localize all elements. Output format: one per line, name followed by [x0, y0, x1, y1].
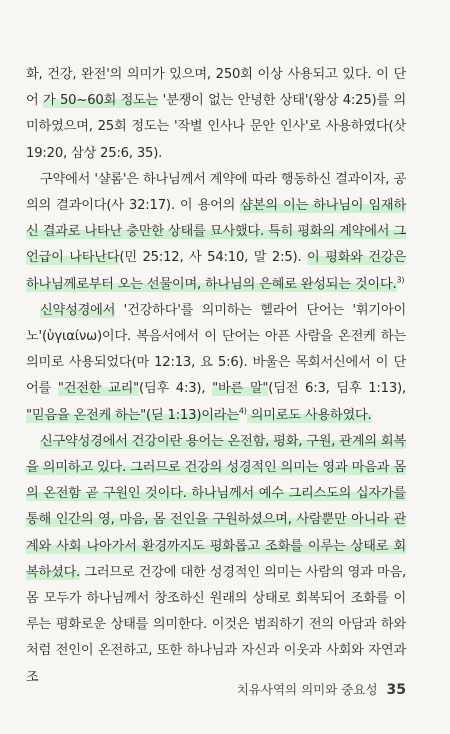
- running-title: 치유사역의 의미와 중요성: [236, 682, 378, 697]
- footnote-marker: 3): [396, 275, 405, 285]
- body-text: [26, 62, 406, 691]
- text-run: 화, 건강, 완전'의 의미가 있으며, 250회 이상 사용되고 있다. 이 단어: [26, 67, 406, 109]
- text-run: (민 25:12, 사 54:10, 말 2:5).: [119, 250, 308, 266]
- highlighted-text: "바른 말": [212, 381, 269, 397]
- highlighted-text: 신약성경에서: [40, 302, 116, 318]
- page-footer: [237, 680, 406, 698]
- highlighted-text: 신구약성경에서 건강이란 용어는 온전함, 평화, 구원, 관계의 회복을 의미하고 있다. 그러므로 건강의 성경적인 의미는 영과 마음과 몸의 온전함 곧 구원인 것이다. 하나님께서 예수 그리스도의 십자가를 통해 인간의 영, 마음, 몸 전인을 구원하셨으며, 사람뿐만 아니라 관계와 사회 나아가서 환경까지도 평화롭고 조화를 이루는 상태로 회복하셨다.: [26, 433, 406, 580]
- paragraph: [26, 62, 406, 167]
- highlighted-text: 이 평화와 건강은 하나님께로부터 오는 선물이며, 하나님의 은혜로 완성되는 것이다.: [26, 250, 407, 292]
- text-run: 그러므로 건강에 대한 성경적인 의미는 사람의 영과 마음, 몸 모두가 하나님께서 창조하신 원래의 상태로 회복되어 조화를 이루는 평화로운 상태를 의미한다. 이것은 범죄하기 전의 아담과 하와처럼 전인이 온전하고, 또한 하나님과 자신과 이웃과 사회와 자연과 조: [26, 564, 406, 685]
- highlighted-text: "건전한 교리": [57, 381, 140, 397]
- paragraph: [26, 167, 406, 298]
- text-run: (딤전 6:3, 딤후 1:13),: [268, 381, 406, 397]
- footnote-marker: 4): [238, 406, 247, 416]
- highlighted-text: "믿음을 온전케 하는"(딛 1:13)이라는: [26, 407, 239, 423]
- paragraph: [26, 298, 406, 429]
- text-run: 구약에서 '샬롬'은 하나님께서 계약에 따라 행동하신 결과이자, 공의의 결과이다(사 32:17). 이 용어의: [26, 171, 406, 214]
- highlighted-text: 샴본의 이는 하나님이 임재하신 결과로 나타난 충만한 상태를 묘사했다. 특히 평화의 계약에서 그 언급이 나타난다: [26, 198, 406, 266]
- text-run: '건강하다'를 의미하는 헬라어 단어는 '휘기아이노'(ὑγιαίνω)이다. 복음서에서 이 단어는 아픈 사람을 온전케 하는 의미로 사용되었다(마 12:13, 요 5:6). 바울은 목회서신에서 이 단어를: [26, 302, 406, 397]
- text-run: (딤후 4:3),: [139, 381, 213, 397]
- text-run: '분쟁이 없는 안녕한 상태'(왕상 4:25)를 의미하였으며, 25회 정도는 '작별 인사나 문안 인사'로 사용하였다(삿 19:20, 삼상 25:6, 35).: [26, 93, 406, 161]
- highlighted-text: 의미로도 사용하였다.: [246, 407, 372, 423]
- highlighted-text: 가 50~60회 정도는: [43, 93, 159, 109]
- page-number: 35: [386, 682, 406, 698]
- paragraph: [26, 429, 406, 691]
